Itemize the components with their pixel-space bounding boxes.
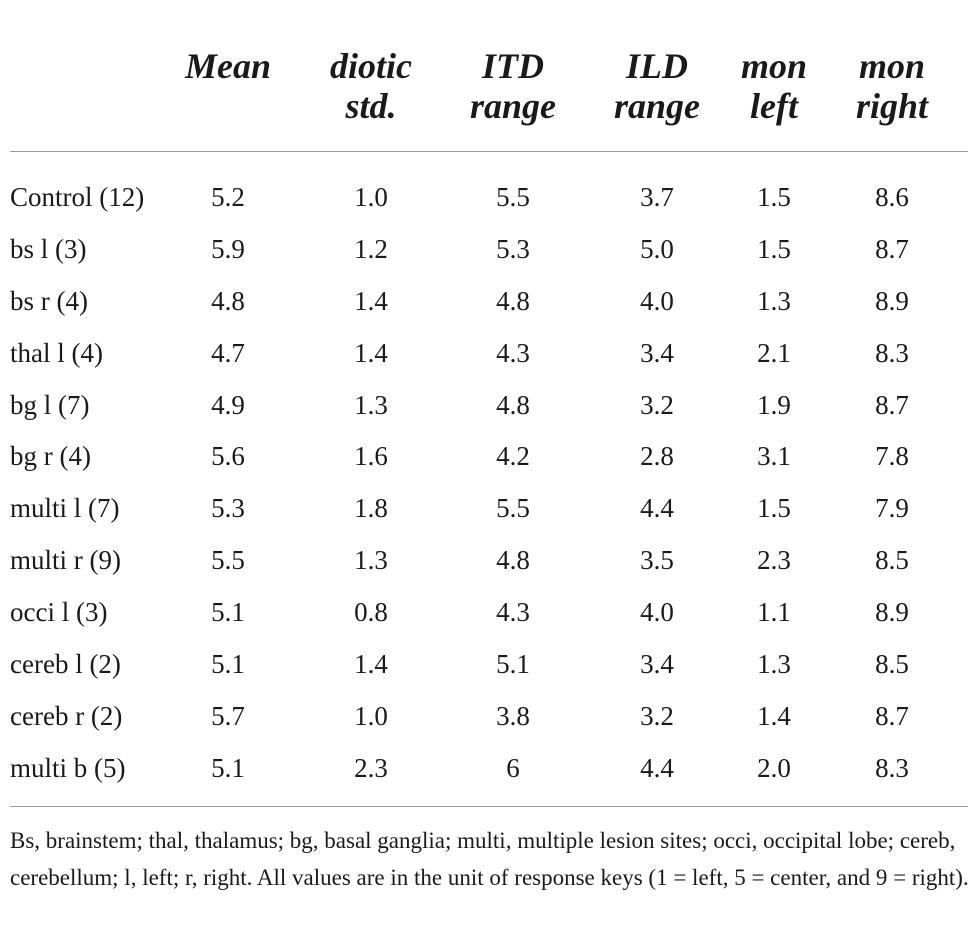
- cell-ild-range: 3.2: [640, 389, 674, 420]
- header-diotic-std: [301, 46, 441, 126]
- header-diotic-std-line1: diotic: [330, 46, 412, 86]
- header-itd-range-line2: range: [469, 86, 556, 126]
- cell-itd-range: 4.2: [496, 441, 530, 472]
- cell-mon-left: 1.3: [757, 285, 791, 316]
- cell-mon-right: 8.9: [875, 285, 909, 316]
- header-mon-right-line1: mon: [858, 46, 926, 86]
- cell-mon-right: 8.7: [875, 389, 909, 420]
- cell-diotic-std: 1.4: [354, 285, 388, 316]
- cell-itd-range: 4.8: [496, 389, 530, 420]
- cell-mon-left: 1.5: [757, 182, 791, 212]
- cell-mon-right: 8.9: [875, 597, 909, 628]
- cell-diotic-std: 1.8: [354, 493, 388, 524]
- cell-diotic-std: 2.3: [354, 752, 388, 783]
- cell-mean: 5.7: [211, 700, 245, 731]
- row-label: multi r (9): [10, 545, 121, 576]
- cell-diotic-std: 1.0: [354, 182, 388, 212]
- header-mon-right: [822, 46, 962, 126]
- cell-mean: 5.5: [211, 545, 245, 576]
- cell-mon-right: 8.5: [875, 545, 909, 576]
- header-mon-left-line2: left: [750, 86, 798, 126]
- table-footnote: Bs, brainstem; thal, thalamus; bg, basal ganglia; multi, multiple lesion sites; occi, occipital lobe; cereb, cerebellum; l, left; r, right. All values are in the unit of response keys (1 = left, 5 = center, and 9 = right).: [10, 828, 969, 890]
- cell-mean: 5.1: [211, 597, 245, 628]
- cell-itd-range: 5.1: [496, 649, 530, 680]
- row-label: Control (12): [10, 182, 145, 212]
- cell-mon-right: 8.5: [875, 649, 909, 680]
- cell-mon-right: 8.3: [875, 752, 909, 783]
- cell-ild-range: 3.7: [640, 182, 674, 212]
- cell-itd-range: 5.5: [496, 182, 530, 212]
- table-row: [10, 586, 968, 638]
- cell-mean: 5.1: [211, 752, 245, 783]
- cell-mon-left: 3.1: [757, 441, 791, 472]
- cell-diotic-std: 1.0: [354, 700, 388, 731]
- cell-ild-range: 2.8: [640, 441, 674, 472]
- cell-diotic-std: 1.4: [354, 337, 388, 368]
- cell-ild-range: 5.0: [640, 233, 674, 264]
- table-row: [10, 690, 968, 742]
- cell-itd-range: 4.8: [496, 285, 530, 316]
- cell-mon-right: 8.3: [875, 337, 909, 368]
- cell-itd-range: 6: [506, 752, 520, 783]
- cell-itd-range: 5.3: [496, 233, 530, 264]
- header-itd-range-line1: ITD: [482, 46, 544, 86]
- row-label: bg l (7): [10, 389, 90, 420]
- table-row: [10, 327, 968, 379]
- table-row: [10, 430, 968, 482]
- cell-ild-range: 3.2: [640, 700, 674, 731]
- cell-diotic-std: 0.8: [354, 597, 388, 628]
- header-ild-range-line2: range: [613, 86, 700, 126]
- cell-mean: 4.7: [211, 337, 245, 368]
- cell-diotic-std: 1.3: [354, 389, 388, 420]
- cell-itd-range: 4.3: [496, 337, 530, 368]
- row-label: cereb r (2): [10, 700, 123, 731]
- table-row: [10, 534, 968, 586]
- cell-ild-range: 4.0: [640, 597, 674, 628]
- header-mon-left-line1: mon: [740, 46, 808, 86]
- cell-mon-left: 1.3: [757, 649, 791, 680]
- cell-mon-right: 8.7: [875, 233, 909, 264]
- header-mean-line1: Mean: [184, 46, 271, 86]
- header-itd-range: [443, 46, 583, 126]
- row-label: occi l (3): [10, 597, 108, 628]
- cell-ild-range: 4.0: [640, 285, 674, 316]
- row-label: bs r (4): [10, 285, 88, 316]
- row-label: thal l (4): [10, 337, 103, 368]
- data-table: [10, 0, 969, 890]
- footer-divider: [10, 806, 968, 807]
- cell-mon-left: 1.4: [757, 700, 791, 731]
- cell-mean: 5.3: [211, 493, 245, 524]
- cell-diotic-std: 1.4: [354, 649, 388, 680]
- cell-ild-range: 4.4: [640, 752, 674, 783]
- cell-mean: 4.8: [211, 285, 245, 316]
- cell-mon-right: 7.8: [875, 441, 909, 472]
- cell-ild-range: 4.4: [640, 493, 674, 524]
- header-mean: [158, 46, 298, 86]
- cell-mon-left: 1.1: [757, 597, 791, 628]
- cell-mean: 5.6: [211, 441, 245, 472]
- table-row: [10, 638, 968, 690]
- table-row: [10, 171, 968, 223]
- header-divider: [10, 151, 968, 152]
- cell-diotic-std: 1.3: [354, 545, 388, 576]
- cell-mon-right: 7.9: [875, 493, 909, 524]
- header-diotic-std-line2: std.: [345, 86, 397, 126]
- header-mon-right-line2: right: [855, 86, 929, 126]
- cell-mon-left: 1.9: [757, 389, 791, 420]
- table-row: [10, 742, 968, 794]
- table-body: [10, 171, 968, 794]
- row-label: bg r (4): [10, 441, 91, 472]
- cell-itd-range: 5.5: [496, 493, 530, 524]
- cell-mean: 4.9: [211, 389, 245, 420]
- cell-mon-left: 1.5: [757, 233, 791, 264]
- table-row: [10, 275, 968, 327]
- cell-diotic-std: 1.2: [354, 233, 388, 264]
- row-label: multi l (7): [10, 493, 120, 524]
- row-label: multi b (5): [10, 752, 126, 783]
- cell-itd-range: 4.8: [496, 545, 530, 576]
- cell-mean: 5.1: [211, 649, 245, 680]
- cell-itd-range: 3.8: [496, 700, 530, 731]
- cell-ild-range: 3.5: [640, 545, 674, 576]
- cell-mean: 5.2: [211, 182, 245, 212]
- cell-ild-range: 3.4: [640, 337, 674, 368]
- cell-mon-left: 2.1: [757, 337, 791, 368]
- cell-mean: 5.9: [211, 233, 245, 264]
- cell-mon-left: 2.3: [757, 545, 791, 576]
- row-label: cereb l (2): [10, 649, 121, 680]
- table-row: [10, 223, 968, 275]
- header-ild-range-line1: ILD: [626, 46, 688, 86]
- cell-mon-left: 2.0: [757, 752, 791, 783]
- table-row: [10, 482, 968, 534]
- cell-mon-left: 1.5: [757, 493, 791, 524]
- cell-ild-range: 3.4: [640, 649, 674, 680]
- table-row: [10, 379, 968, 431]
- cell-mon-right: 8.7: [875, 700, 909, 731]
- cell-mon-right: 8.6: [875, 182, 909, 212]
- row-label: bs l (3): [10, 233, 87, 264]
- table-header: [10, 0, 968, 150]
- cell-diotic-std: 1.6: [354, 441, 388, 472]
- cell-itd-range: 4.3: [496, 597, 530, 628]
